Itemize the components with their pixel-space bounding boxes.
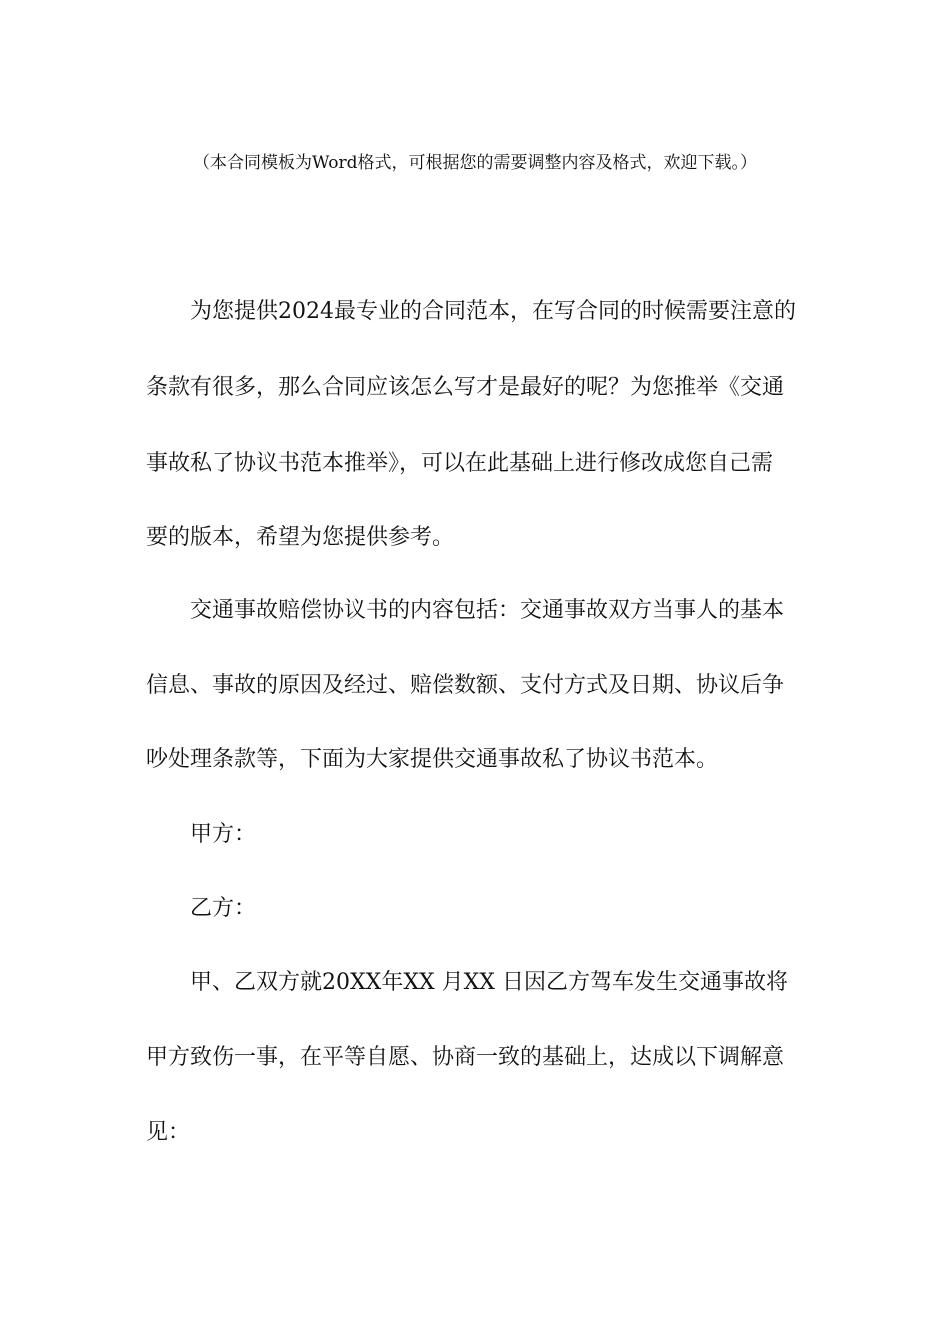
paragraph-line: 吵处理条款等，下面为大家提供交通事故私了协议书范本。 xyxy=(146,747,719,772)
paragraph-line: 事故私了协议书范本推举》，可以在此基础上进行修改成您自己需 xyxy=(146,451,774,476)
party-a-label: 甲方： xyxy=(190,822,257,847)
party-b-label: 乙方： xyxy=(190,896,257,921)
paragraph-line: 条款有很多，那么合同应该怎么写才是最好的呢？为您推举《交通 xyxy=(146,375,785,400)
paragraph-line: 要的版本，希望为您提供参考。 xyxy=(146,525,455,550)
paragraph-line: 甲方致伤一事，在平等自愿、协商一致的基础上，达成以下调解意 xyxy=(146,1045,785,1070)
paragraph-line: 见： xyxy=(146,1120,191,1145)
paragraph-line: 交通事故赔偿协议书的内容包括：交通事故双方当事人的基本 xyxy=(190,598,785,623)
paragraph-line: 信息、事故的原因及经过、赔偿数额、支付方式及日期、协议后争 xyxy=(146,673,785,698)
paragraph-line: 甲、乙双方就20XX年XX 月XX 日因乙方驾车发生交通事故将 xyxy=(190,970,788,995)
paragraph-line: 为您提供2024最专业的合同范本，在写合同的时候需要注意的 xyxy=(190,299,796,324)
template-note: （本合同模板为Word格式，可根据您的需要调整内容及格式，欢迎下载。） xyxy=(192,153,758,173)
